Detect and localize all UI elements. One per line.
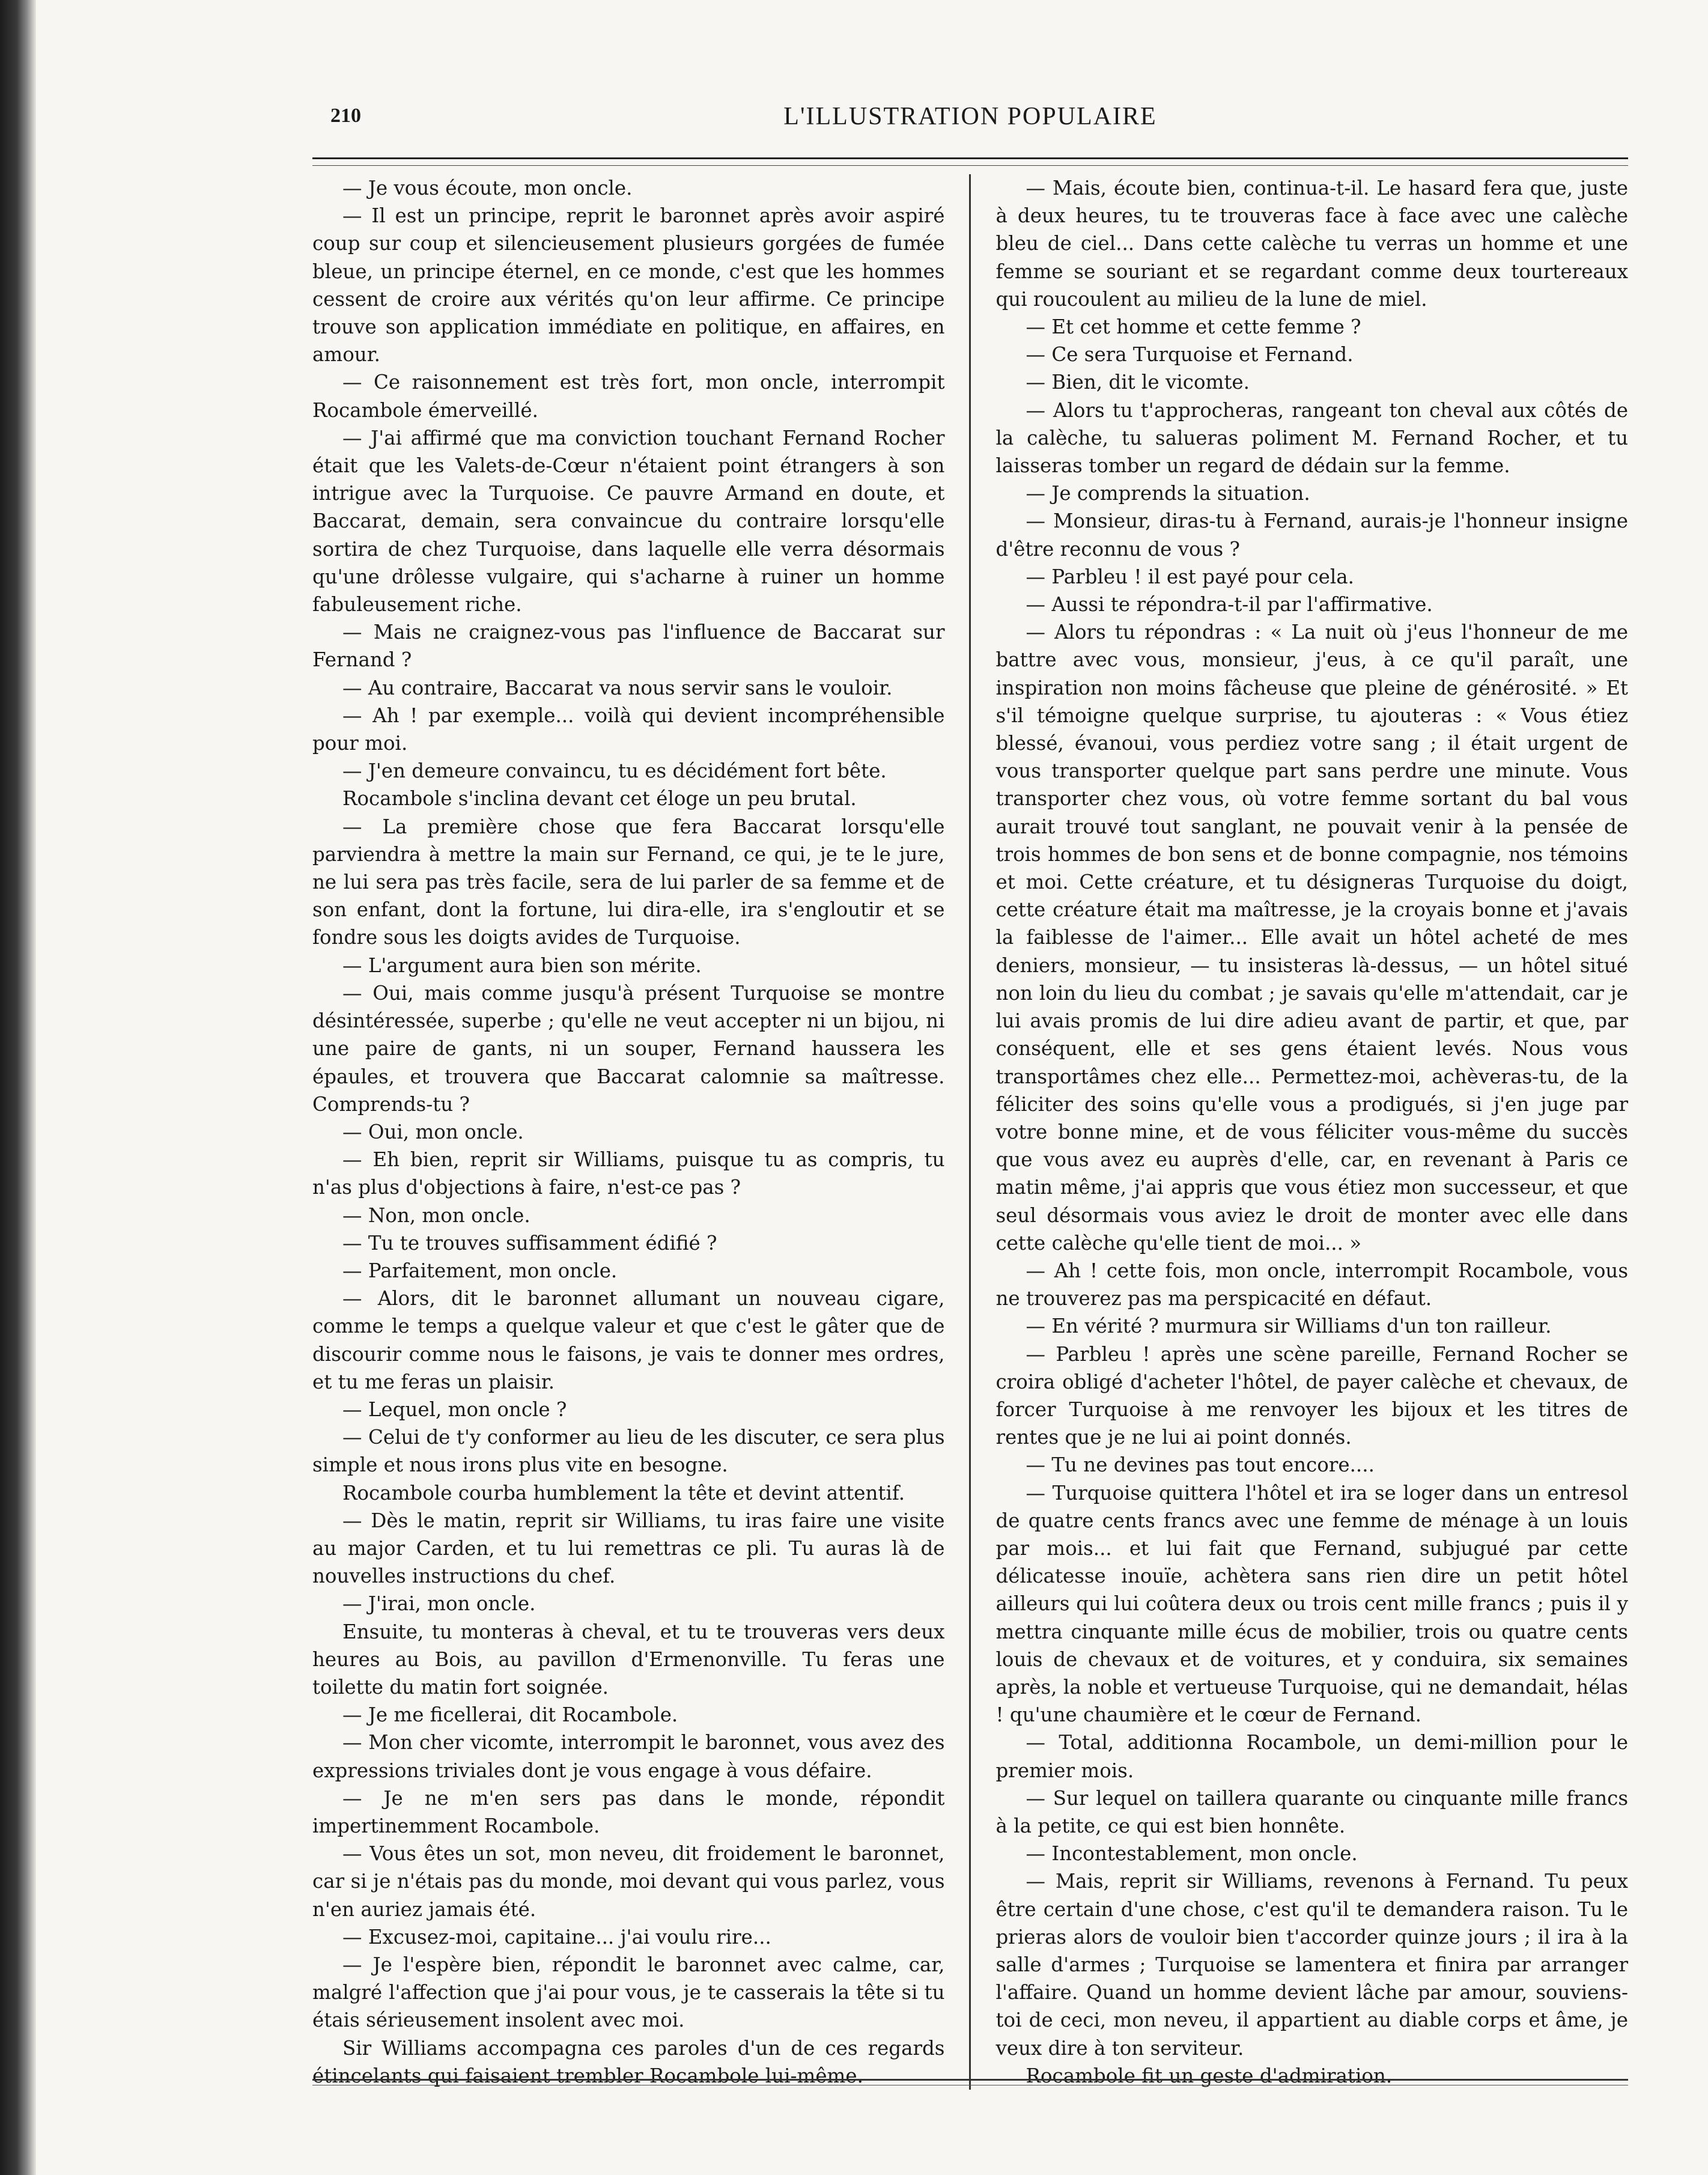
paragraph: — Sur lequel on taillera quarante ou cinquante mille francs à la petite, ce qui est bien honnête.: [995, 1786, 1628, 1837]
paragraph: — Parbleu ! après une scène pareille, Fernand Rocher se croira obligé d'acheter l'hôtel, de payer calèche et chevaux, de forcer Turquoise à me renvoyer les bijoux et les titres de rentes que je ne lui ai point donnés.: [995, 1342, 1628, 1449]
paragraph: — Aussi te répondra-t-il par l'affirmative.: [1026, 593, 1433, 616]
paragraph: — Je comprends la situation.: [1026, 482, 1310, 505]
book-binding-shadow: [0, 0, 36, 2175]
paragraph: — Non, mon oncle.: [342, 1203, 530, 1227]
paragraph: — Je vous écoute, mon oncle.: [342, 177, 633, 199]
text-columns: [312, 174, 1628, 2090]
paragraph: — Incontestablement, mon oncle.: [1026, 1842, 1358, 1866]
paragraph: Rocambole s'inclina devant cet éloge un peu brutal.: [342, 787, 857, 811]
paragraph: — Parbleu ! il est payé pour cela.: [1026, 565, 1354, 588]
paragraph: — Alors tu t'approcheras, rangeant ton cheval aux côtés de la calèche, tu salueras poliment M. Fernand Rocher, et tu laisseras tomber un regard de dédain sur la femme.: [995, 398, 1628, 478]
paragraph: — Au contraire, Baccarat va nous servir sans le vouloir.: [342, 676, 893, 699]
paragraph: — Alors tu répondras : « La nuit où j'eus l'honneur de me battre avec vous, monsieur, j'eus, à ce qu'il paraît, une inspiration non moins fâcheuse que pleine de générosité. » Et s'il témoigne quelque surprise, tu ajouteras : « Vous étiez blessé, évanoui, vous perdiez votre sang ; il était urgent de vous transporter quelque part sans perdre une minute. Vous transporter chez vous, où votre femme sortant du bal vous aurait trouvé tout sanglant, ne pouvait venir à la pensée de trois hommes de bon sens et de bonne compagnie, nos témoins et moi. Cette créature, et tu désigneras Turquoise du doigt, cette créature était ma maîtresse, je la croyais bonne et j'avais la faiblesse de l'aimer... Elle avait un hôtel acheté de mes deniers, monsieur, — tu insisteras là-dessus, — un hôtel situé non loin du lieu du combat ; je savais qu'elle m'attendait, car je lui avais promis de lui dire adieu avant de partir, et que, par conséquent, elle et ses gens étaient levés. Nous vous transportâmes chez elle... Permettez-moi, achèveras-tu, de la féliciter des soins qu'elle vous a prodigués, si j'en juge par votre bonne mine, et de vous féliciter vous-même du succès que vous avez eu auprès d'elle, car, en revenant à Paris ce matin même, j'ai appris que vous étiez mon successeur, et que seul désormais vous aviez le droit de monter avec elle dans cette calèche qu'elle tient de moi... »: [995, 621, 1628, 1255]
paragraph: — Et cet homme et cette femme ?: [1026, 315, 1361, 339]
paragraph: — L'argument aura bien son mérite.: [342, 954, 702, 977]
paragraph: — Il est un principe, reprit le baronnet après avoir aspiré coup sur coup et silencieusement plusieurs gorgées de fumée bleue, un principe éternel, en ce monde, c'est que les hommes cessent de croire aux vérités qu'on leur affirme. Ce principe trouve son application immédiate en politique, en affaires, en amour.: [312, 204, 945, 367]
paragraph: — Mon cher vicomte, interrompit le baronnet, vous avez des expressions triviales dont je vous engage à vous défaire.: [312, 1731, 945, 1782]
paragraph: — Oui, mais comme jusqu'à présent Turquoise se montre désintéressée, superbe ; qu'elle ne veut accepter ni un bijou, ni une paire de gants, ni un souper, Fernand haussera les épaules, et trouvera que Baccarat calomnie sa maîtresse. Comprends-tu ?: [312, 981, 945, 1116]
paragraph: Sir Williams accompagna ces paroles d'un de ces regards étincelants qui faisaient trembler Rocambole lui-même.: [312, 2036, 945, 2087]
paragraph: — Ce raisonnement est très fort, mon oncle, interrompit Rocambole émerveillé.: [312, 371, 945, 422]
paragraph: — Mais ne craignez-vous pas l'influence de Baccarat sur Fernand ?: [312, 621, 945, 672]
paragraph: Rocambole fit un geste d'admiration.: [1026, 2064, 1393, 2087]
paragraph: — Monsieur, diras-tu à Fernand, aurais-je l'honneur insigne d'être reconnu de vous ?: [995, 510, 1628, 561]
paragraph: — Ah ! cette fois, mon oncle, interrompit Rocambole, vous ne trouverez pas ma perspicacité en défaut.: [995, 1259, 1628, 1310]
paragraph: — Ce sera Turquoise et Fernand.: [1026, 343, 1354, 367]
paragraph: — J'ai affirmé que ma conviction touchant Fernand Rocher était que les Valets-de-Cœur n'étaient point étrangers à son intrigue avec la Turquoise. Ce pauvre Armand en doute, et Baccarat, demain, sera convaincue du contraire lorsqu'elle sortira de chez Turquoise, dans laquelle elle verra désormais qu'une drôlesse vulgaire, qui s'acharne à ruiner un homme fabuleusement riche.: [312, 426, 945, 616]
journal-title: L'ILLUSTRATION POPULAIRE: [783, 103, 1157, 130]
paragraph: — J'en demeure convaincu, tu es décidément fort bête.: [342, 759, 887, 783]
paragraph: — Ah ! par exemple... voilà qui devient incompréhensible pour moi.: [312, 704, 945, 755]
paragraph: — Total, additionna Rocambole, un demi-million pour le premier mois.: [995, 1731, 1628, 1782]
left-column: [312, 174, 971, 2090]
right-column: [971, 174, 1629, 2090]
page-number: 210: [330, 105, 361, 127]
paragraph: — En vérité ? murmura sir Williams d'un ton railleur.: [1026, 1315, 1552, 1338]
paragraph: — Tu te trouves suffisamment édifié ?: [342, 1231, 717, 1255]
paragraph: — Je l'espère bien, répondit le baronnet avec calme, car, malgré l'affection que j'ai pour vous, je te casserais la tête si tu étais sérieusement insolent avec moi.: [312, 1953, 945, 2032]
paragraph: Rocambole courba humblement la tête et devint attentif.: [342, 1481, 905, 1504]
paragraph: — Je me ficellerai, dit Rocambole.: [342, 1703, 678, 1727]
paragraph: — Vous êtes un sot, mon neveu, dit froidement le baronnet, car si je n'étais pas du monde, moi devant qui vous parlez, vous n'en auriez jamais été.: [312, 1842, 945, 1921]
paragraph: — Excusez-moi, capitaine... j'ai voulu rire...: [342, 1925, 771, 1948]
page-header: [312, 102, 1628, 144]
paragraph: — J'irai, mon oncle.: [342, 1592, 536, 1616]
paragraph: — Mais, écoute bien, continua-t-il. Le hasard fera que, juste à deux heures, tu te trouveras face à face avec une calèche bleu de ciel... Dans cette calèche tu verras un homme et une femme se souriant et se regardant comme deux tourtereaux qui roucoulent au milieu de la lune de miel.: [995, 177, 1628, 311]
paragraph: — La première chose que fera Baccarat lorsqu'elle parviendra à mettre la main sur Fernand, ce qui, je te le jure, ne lui sera pas très facile, sera de lui parler de sa femme et de son enfant, dont la fortune, lui dira-elle, ira s'engloutir et se fondre sous les doigts avides de Turquoise.: [312, 815, 945, 949]
paragraph: — Dès le matin, reprit sir Williams, tu iras faire une visite au major Carden, et tu lui remettras ce pli. Tu auras là de nouvelles instructions du chef.: [312, 1509, 945, 1588]
paragraph: — Eh bien, reprit sir Williams, puisque tu as compris, tu n'as plus d'objections à faire, n'est-ce pas ?: [312, 1148, 945, 1199]
paragraph: — Tu ne devines pas tout encore....: [1026, 1453, 1375, 1477]
paragraph: — Alors, dit le baronnet allumant un nouveau cigare, comme le temps a quelque valeur et que c'est le gâter que de discourir comme nous le faisons, je vais te donner mes ordres, et tu me feras un plaisir.: [312, 1287, 945, 1393]
paragraph: — Turquoise quittera l'hôtel et ira se loger dans un entresol de quatre cents francs avec une femme de ménage à un louis par mois... et lui fait que Fernand, subjugué par cette délicatesse inouïe, achètera sans rien dire un petit hôtel ailleurs qui lui coûtera deux ou trois cent mille francs ; puis il y mettra cinquante mille écus de mobilier, trois ou quatre cents louis de chevaux et de voitures, et y conduira, six semaines après, la noble et vertueuse Turquoise, qui ne demandait, hélas ! qu'une chaumière et le cœur de Fernand.: [995, 1481, 1628, 1727]
footer-rule: [312, 2079, 1628, 2081]
paragraph: Ensuite, tu monteras à cheval, et tu te trouveras vers deux heures au Bois, au pavillon d'Ermenonville. Tu feras une toilette du matin fort soignée.: [312, 1620, 945, 1699]
paragraph: — Bien, dit le vicomte.: [1026, 371, 1250, 394]
newspaper-page: [312, 102, 1628, 2103]
paragraph: — Lequel, mon oncle ?: [342, 1398, 567, 1421]
paragraph: — Celui de t'y conformer au lieu de les discuter, ce sera plus simple et nous irons plus vite en besogne.: [312, 1426, 945, 1477]
paragraph: — Mais, reprit sir Williams, revenons à Fernand. Tu peux être certain d'une chose, c'est qu'il te demandera raison. Tu le prieras alors de vouloir bien t'accorder quinze jours ; il ira à la salle d'armes ; Turquoise se lamentera et finira par arranger l'affaire. Quand un homme devient lâche par amour, souviens-toi de ceci, mon neveu, il appartient au diable corps et âme, je veux dire à ton serviteur.: [995, 1870, 1628, 2060]
paragraph: — Oui, mon oncle.: [342, 1120, 524, 1143]
paragraph: — Je ne m'en sers pas dans le monde, répondit impertinemment Rocambole.: [312, 1786, 945, 1837]
paragraph: — Parfaitement, mon oncle.: [342, 1259, 618, 1282]
header-rule: [312, 157, 1628, 166]
